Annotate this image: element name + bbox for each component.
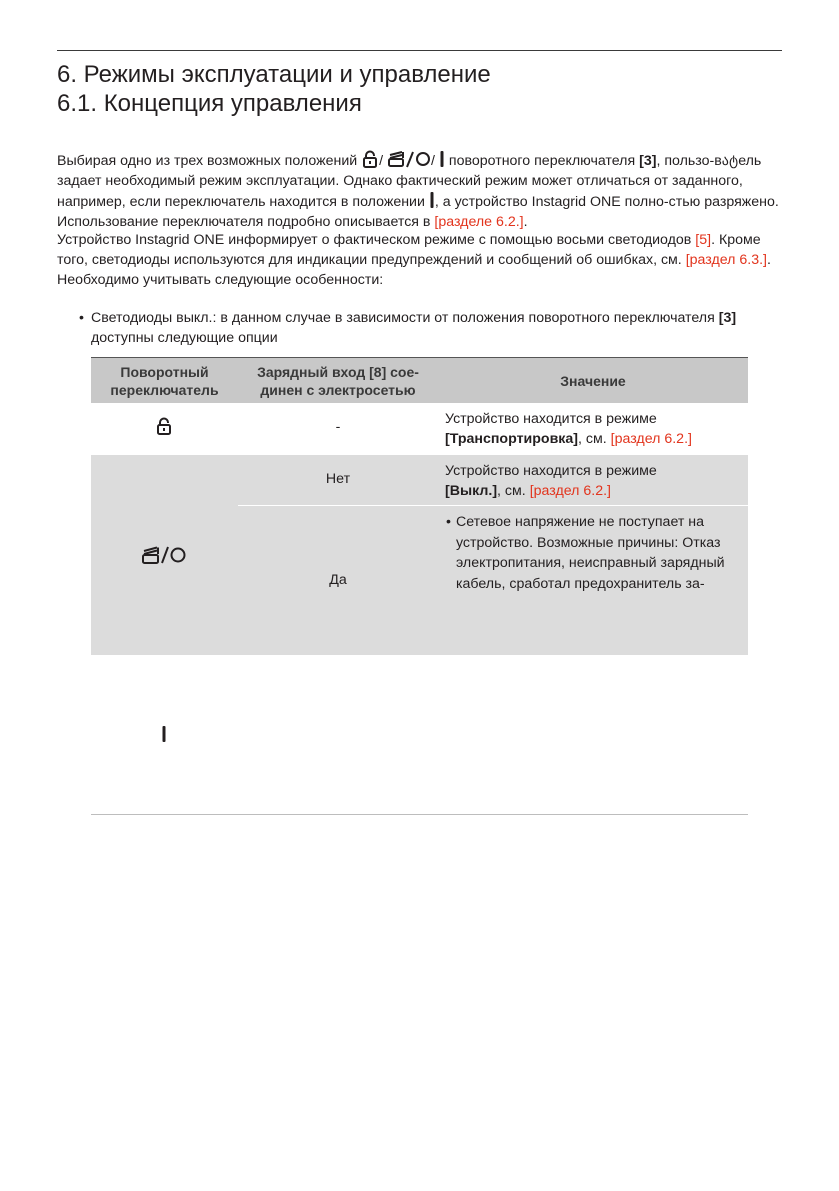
table-header — [91, 357, 748, 404]
bullet-text-part: Светодиоды выкл.: в данном случае в зависимости от положения поворотного переключателя — [91, 310, 715, 326]
header-switch: Поворотный переключатель — [110, 363, 219, 398]
bullet-text — [91, 308, 779, 348]
section-link[interactable]: [раздел 6.2.] — [529, 483, 611, 499]
table-bottom-rule — [91, 814, 748, 815]
meaning-text: , см. — [497, 483, 526, 499]
on-position-icon — [161, 725, 167, 743]
intro-text: Устройство Instagrid ONE информирует о фактическом режиме с помощью восьми светодиодов — [57, 232, 692, 248]
switch-ref: [3] — [639, 153, 657, 169]
intro-text: Выбирая одно из трех возможных положений — [57, 153, 358, 169]
page-title: 6. Режимы эксплуатации и управление — [57, 61, 491, 88]
charging-cell: - — [335, 419, 341, 435]
meaning-text: , см. — [578, 431, 607, 447]
intro-text: . — [523, 214, 528, 230]
intro-text: поворотного переключателя — [448, 153, 636, 169]
intro-text: . Кроме того, светодиоды используются для индикации предупреждений и сообщений об ошибках, см. — [57, 232, 761, 268]
header-meaning: Значение — [560, 372, 626, 389]
charging-cell: Да — [329, 572, 347, 588]
section-link[interactable]: [разделе 6.2.] — [434, 214, 524, 230]
padlock-icon — [361, 150, 379, 168]
mode-name: [Транспортировка] — [445, 431, 579, 447]
section-link[interactable]: [раздел 6.2.] — [610, 431, 692, 447]
switch-ref: [3] — [718, 310, 737, 326]
intro-text: , а устройство Instagrid ONE полно-стью разряжено. Использование переключателя подробно описывается в — [57, 194, 779, 230]
separator: / — [431, 153, 435, 169]
table-row — [91, 403, 748, 455]
table-row-group — [91, 455, 748, 655]
top-rule — [57, 50, 782, 51]
meaning-text: Устройство находится в режиме — [445, 411, 657, 427]
bullet-mark: • — [446, 514, 451, 530]
cause-text: Сетевое напряжение не поступает на устройство. Возможные причины: Отказ электропитания, неисправный зарядный кабель, сработал предохранитель за- — [456, 514, 725, 592]
bullet-text-part: доступны следующие опции — [91, 330, 278, 346]
header-charging: Зарядный вход [8] сое-динен с электросетью — [257, 363, 419, 398]
row-divider — [238, 505, 748, 506]
meaning-cell — [445, 409, 745, 449]
separator: / — [379, 153, 384, 169]
charging-cell: Нет — [325, 471, 351, 487]
bullet-mark: • — [79, 310, 84, 326]
section-title: 6.1. Концепция управления — [57, 90, 362, 117]
intro-paragraph-1 — [57, 150, 782, 232]
intro-text: , пользо-вატель задает необходимый режим эксплуатации. Однако фактический режим может отличаться от заданного, например, если переключатель находится в положении — [57, 153, 762, 210]
intro-text: . Необходимо учитывать следующие особенности: — [57, 252, 771, 288]
led-ref-link[interactable]: [5] — [695, 232, 712, 248]
mode-name: [Выкл.] — [445, 483, 498, 499]
battery-off-icon — [387, 150, 431, 168]
meaning-text: Устройство находится в режиме — [445, 463, 657, 479]
intro-paragraph-2 — [57, 230, 782, 290]
on-position-icon — [439, 150, 445, 168]
battery-off-icon — [141, 545, 187, 565]
padlock-icon — [155, 417, 173, 435]
led-off-bullet — [79, 308, 779, 348]
section-link[interactable]: [раздел 6.3.] — [685, 252, 767, 268]
meaning-cell — [445, 461, 745, 501]
